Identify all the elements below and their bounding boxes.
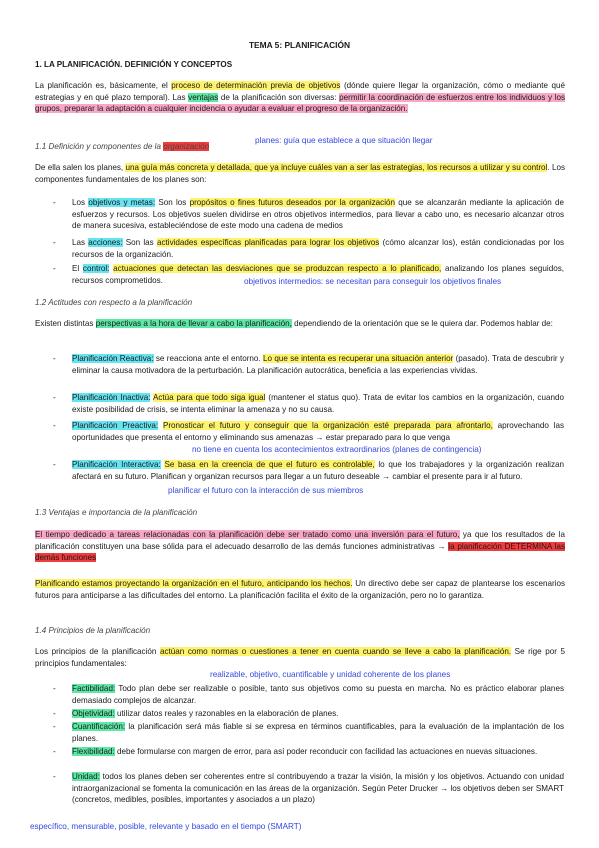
text: Existen distintas: [35, 319, 96, 328]
bullet-dash: -: [53, 354, 56, 363]
text: debe formularse con margen de error, para así poder reconducir con facilidad las actuaciones en nuevas situaciones.: [114, 747, 538, 756]
bullet-dash: -: [53, 393, 56, 402]
subheading-1-2: 1.2 Actitudes con respecto a la planificación: [35, 298, 193, 307]
subheading-1-4: 1.4 Principios de la planificación: [35, 626, 151, 635]
handwritten-note: específico, mensurable, posible, relevante y basado en el tiempo (SMART): [30, 822, 302, 831]
text: lo que los trabajadores y la organización realizan afectará en su futuro. Planifican y organizan recursos para llegar a un futuro deseable → cambiar el presente para ir al futuro.: [72, 460, 565, 481]
list-item-interactiva: [72, 459, 564, 482]
handwritten-note: planes: guía que establece a que situación llegar: [255, 136, 433, 145]
list-item-objetivos: [72, 197, 564, 232]
text: la planificación será más fiable si se expresa en términos cuantificables, para la evaluación de la implantación de los planes.: [72, 722, 564, 743]
text: Son los: [155, 198, 190, 207]
text: 1.1 Definición y componentes de la: [35, 142, 164, 151]
highlight: Pronosticar el futuro y conseguir que la organización esté preparada para afrontarlo,: [162, 421, 493, 430]
highlight: actúan como normas o cuestiones a tener en cuenta cuando se lleve a cabo la planificación.: [159, 647, 512, 656]
bullet-dash: -: [53, 772, 56, 781]
bullet-dash: -: [53, 684, 56, 693]
bullet-dash: -: [53, 264, 56, 273]
paragraph-investment: [35, 529, 565, 564]
text: Los principios de la planificación: [35, 647, 160, 656]
text: (pasado). Trata de descubrir y eliminar la causa motivadora de la perturbación. La planificación autocrática, beneficia a las experiencias vividas.: [72, 354, 564, 375]
paragraph-projection: [35, 578, 565, 601]
text: que se alcanzarán mediante la aplicación de esfuerzos y recursos. Los objetivos suelen dividirse en otros objetivos intermedios, para llevar a cabo uno, es necesario alcanzar otros de manera sucesiva, estableciéndose de este modo una cadena de medios: [72, 198, 564, 230]
paragraph-plans: [35, 162, 565, 185]
bullet-dash: -: [53, 421, 56, 430]
list-item-reactiva: [72, 353, 564, 376]
text: utilizar datos reales y razonables en la elaboración de planes.: [114, 709, 339, 718]
text: Las: [72, 238, 89, 247]
highlight: actuaciones que detectan las desviaciones que se produzcan respecto a lo planificado,: [113, 264, 442, 273]
text: todos los planes deben ser coherentes entre sí contribuyendo a trazar la visión, la misión y los objetivos. Actuando con unidad intraorganizacional se fomenta la comunicación en las áreas de la organización. Según Peter Drucker → los objetivos deben ser SMART (concretos, medibles, posibles, importantes y asociados a un plazo): [72, 772, 564, 804]
highlight: Factibilidad:: [72, 684, 116, 693]
text: . Los componentes fundamentales de los planes son:: [35, 163, 565, 184]
list-item-flexibilidad: [72, 746, 564, 758]
bullet-dash: -: [53, 709, 56, 718]
text: dependiendo de la orientación que se le quiera dar. Podemos hablar de:: [291, 319, 553, 328]
highlight: Unidad:: [72, 772, 100, 781]
list-item-acciones: [72, 237, 564, 260]
highlight: Planificación Preactiva:: [72, 421, 159, 430]
text: se reacciona ante el entorno.: [153, 354, 264, 363]
highlight: Objetividad:: [72, 709, 115, 718]
list-item-inactiva: [72, 392, 564, 415]
highlight: proceso de determinación previa de objetivos: [171, 81, 341, 90]
highlight: Se basa en la creencia de que el futuro es controlable,: [164, 460, 375, 469]
document-title: TEMA 5: PLANIFICACIÓN: [248, 40, 351, 50]
list-item-factibilidad: [72, 683, 564, 706]
highlight: Flexibilidad:: [72, 747, 115, 756]
text: (cómo alcanzar los), están condicionadas por los recursos de la organización.: [72, 238, 564, 259]
handwritten-note: realizable, objetivo, cuantificable y unidad coherente de los planes: [210, 670, 451, 679]
highlight: perspectivas a la hora de llevar a cabo la planificación,: [95, 319, 292, 328]
bullet-dash: -: [53, 747, 56, 756]
highlight: propósitos o fines futuros deseados por la organización: [189, 198, 396, 207]
bullet-dash: -: [53, 460, 56, 469]
text: (dónde quiere llegar la organización, cómo o mediante qué estrategias y en qué plazo temporal). Las: [35, 81, 565, 102]
highlight: ventajas: [188, 92, 219, 102]
text: (mantener el status quo). Trata de evitar los cambios en la organización, cuando existe posibilidad de crisis, se intenta eliminar la amenaza y no su causa.: [72, 393, 564, 414]
bullet-dash: -: [53, 238, 56, 247]
paragraph-intro: [35, 80, 565, 115]
list-item-cuantificacion: [72, 721, 564, 744]
highlight: El tiempo dedicado a tareas relacionadas con la planificación debe ser tratado como una inversión para el futuro,: [35, 530, 460, 539]
highlight: acciones:: [88, 238, 123, 247]
text: Un directivo debe ser capaz de plantearse los escenarios futuros para anticiparse a las dificultades del entorno. La planificación facilita el éxito de la organización, pero no lo garantiza.: [35, 579, 566, 600]
highlight: Planificación Reactiva:: [72, 354, 154, 363]
text: analizando los planes seguidos, recursos comprometidos.: [72, 264, 565, 285]
text: La planificación es, básicamente, el: [35, 81, 172, 90]
highlight: permitir la coordinación de esfuerzos entre los individuos y los grupos, preparar la adaptación a cualquier incidencia o ayudar a evaluar el progreso de la organización.: [35, 92, 565, 113]
handwritten-note: objetivos intermedios: se necesitan para conseguir los objetivos finales: [244, 277, 502, 286]
bullet-dash: -: [53, 722, 56, 731]
handwritten-note: planificar el futuro con la interacción de sus miembros: [168, 486, 364, 495]
list-item-preactiva: [72, 420, 564, 443]
highlight: una guía más concreta y detallada, que ya incluye cuáles van a ser las estrategias, los recursos a utilizar y su control: [125, 163, 548, 172]
highlight: control:: [82, 264, 110, 273]
paragraph-principles: [35, 646, 565, 669]
text: de la planificación son diversas:: [218, 92, 340, 102]
text: ya que los resultados de la planificación constituyen una base sólida para el adecuado desarrollo de las demás funciones administrativas →: [35, 530, 565, 551]
text: Son las: [122, 238, 157, 247]
text: Se rige por 5 principios fundamentales:: [35, 647, 566, 668]
highlight: Planificación Inactiva:: [72, 393, 151, 402]
subheading-1-3: 1.3 Ventajas e importancia de la planificación: [35, 508, 198, 517]
highlight: la planificación DETERMINA las demás funciones: [35, 541, 565, 562]
highlight: objetivos y metas:: [88, 198, 156, 207]
highlight: actividades específicas planificadas para lograr los objetivos: [156, 238, 380, 247]
highlight: Cuantificación:: [72, 722, 126, 731]
highlight: Planificación Interactiva:: [72, 460, 161, 469]
bullet-dash: -: [53, 198, 56, 207]
list-item-objetividad: [72, 708, 564, 720]
handwritten-note: no tiene en cuenta los acontecimientos extraordinarios (planes de contingencia): [192, 445, 482, 454]
highlight: organización: [163, 142, 210, 151]
section-heading-1: 1. LA PLANIFICACIÓN. DEFINICIÓN Y CONCEPTOS: [35, 60, 233, 69]
paragraph-perspectives: [35, 318, 565, 330]
text: Todo plan debe ser realizable o posible, tanto sus objetivos como su puesta en marcha. No es práctico elaborar planes demasiado complejos de alcanzar.: [72, 684, 564, 705]
highlight: Planificando estamos proyectando la organización en el futuro, anticipando los hechos.: [35, 579, 353, 588]
text: aprovechando las oportunidades que presenta el entorno y eliminando sus amenazas → estar preparado para lo que venga: [72, 421, 564, 442]
text: El: [72, 264, 83, 273]
text: De ella salen los planes,: [35, 163, 126, 172]
list-item-unidad: [72, 771, 564, 806]
highlight: Actúa para que todo siga igual: [152, 393, 266, 402]
text: Los: [72, 198, 89, 207]
highlight: Lo que se intenta es recuperar una situación anterior: [263, 354, 454, 363]
